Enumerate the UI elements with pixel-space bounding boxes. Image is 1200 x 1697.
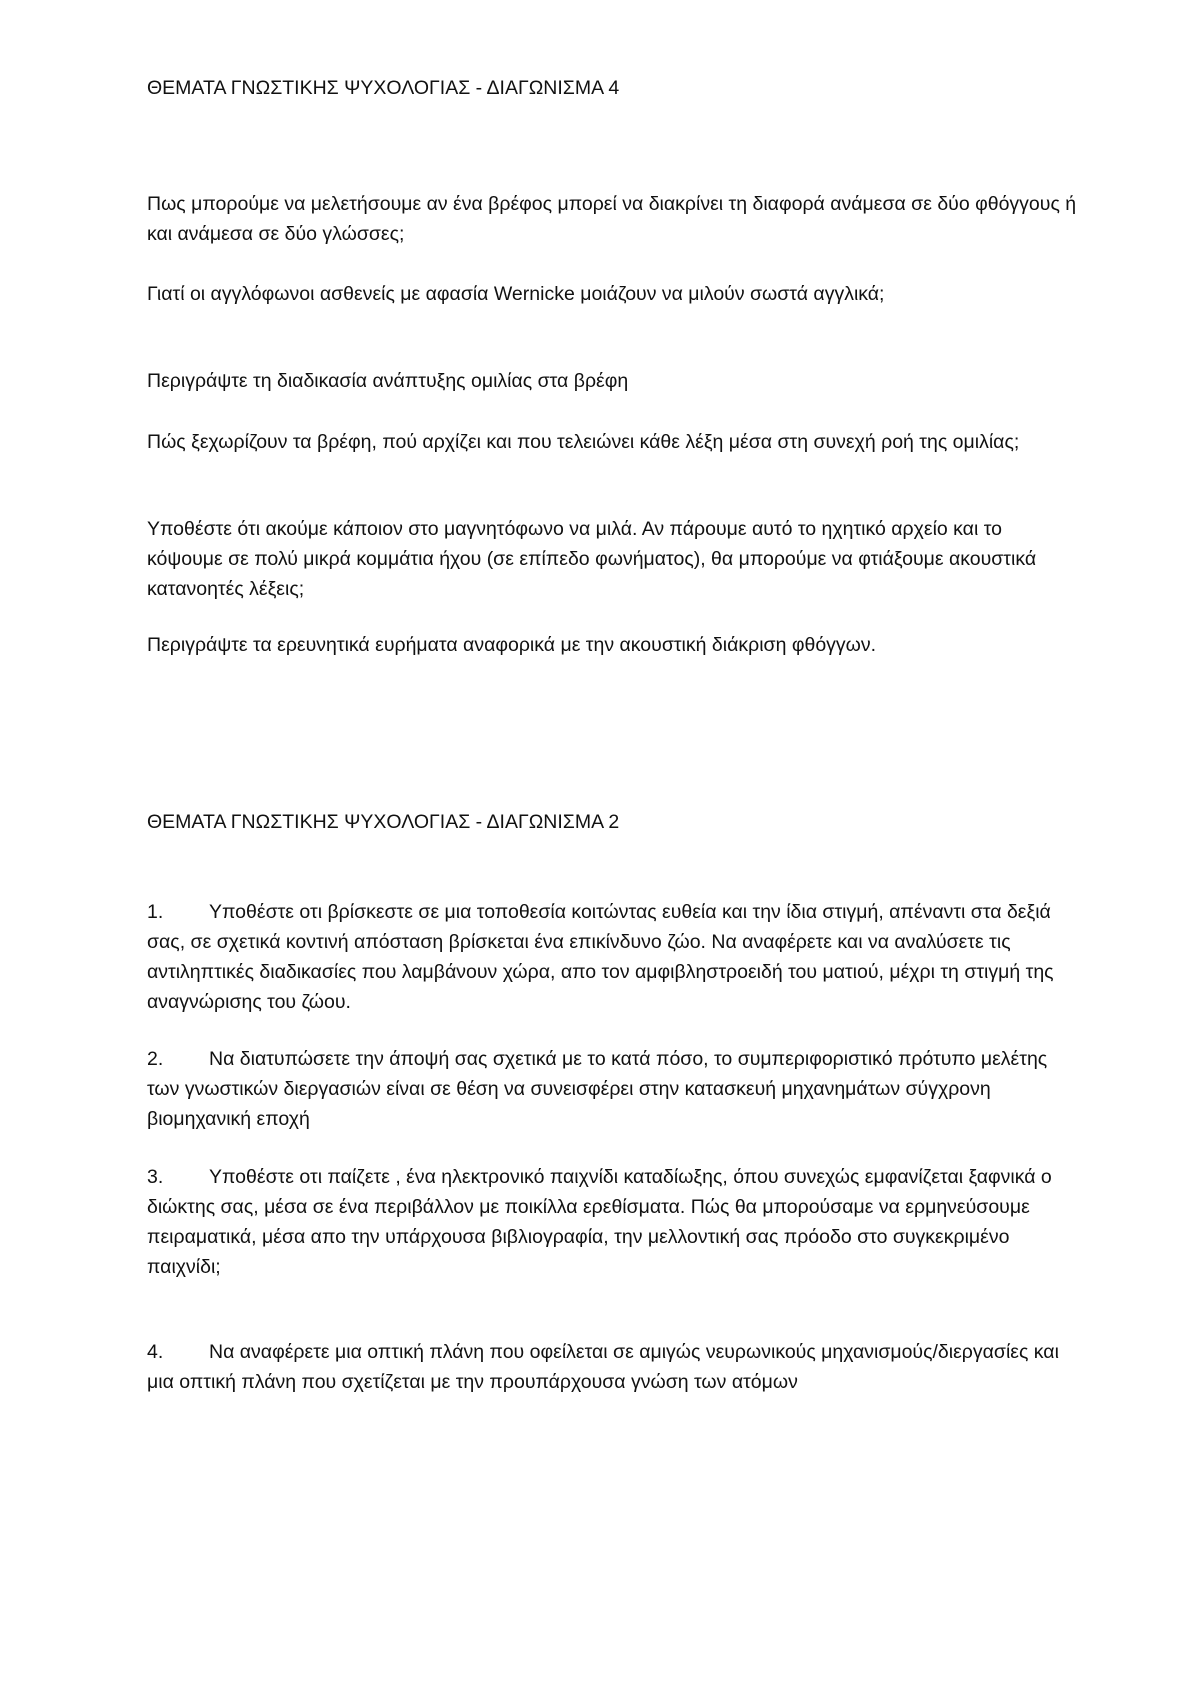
item-text: Υποθέστε οτι βρίσκεστε σε μια τοποθεσία κοιτώντας ευθεία και την ίδια στιγμή, απέναντι στα δεξιά σας, σε σχετικά κοντινή απόσταση βρίσκεται ένα επικίνδυνο ζώο. Να αναφέρετε και να αναλύσετε τις αντιληπτικές διαδικασίες που λαμβάνουν χώρα, απο τον αμφιβληστροειδή του ματιού, μέχρι τη στιγμή της αναγνώρισης του ζώου.	[147, 901, 1054, 1013]
numbered-item-3	[147, 1162, 1077, 1282]
question-6: Περιγράψτε τα ερευνητικά ευρήματα αναφορικά με την ακουστική διάκριση φθόγγων.	[147, 634, 877, 656]
question-4: Πώς ξεχωρίζουν τα βρέφη, πού αρχίζει και που τελειώνει κάθε λέξη μέσα στη συνεχή ροή της ομιλίας;	[147, 431, 1020, 453]
question-1: Πως μπορούμε να μελετήσουμε αν ένα βρέφος μπορεί να διακρίνει τη διαφορά ανάμεσα σε δύο φθόγγους ή και ανάμεσα σε δύο γλώσσες;	[147, 193, 1077, 245]
section-2-title: ΘΕΜΑΤΑ ΓΝΩΣΤΙΚΗΣ ΨΥΧΟΛΟΓΙΑΣ - ΔΙΑΓΩΝΙΣΜΑ 2	[147, 811, 620, 833]
question-5: Υποθέστε ότι ακούμε κάποιον στο μαγνητόφωνο να μιλά. Αν πάρουμε αυτό το ηχητικό αρχείο και το κόψουμε σε πολύ μικρά κομμάτια ήχου (σε επίπεδο φωνήματος), θα μπορούμε να φτιάξουμε ακουστικά κατανοητές λέξεις;	[147, 518, 1037, 600]
item-text: Να διατυπώσετε την άποψή σας σχετικά με το κατά πόσο, το συμπεριφοριστικό πρότυπο μελέτης των γνωστικών διεργασιών είναι σε θέση να συνεισφέρει στην κατασκευή μηχανημάτων σύγχρονη βιομηχανική εποχή	[147, 1048, 1048, 1130]
numbered-item-1	[147, 897, 1077, 1017]
question-3: Περιγράψτε τη διαδικασία ανάπτυξης ομιλίας στα βρέφη	[147, 370, 629, 392]
item-number: 2.	[147, 1048, 164, 1070]
numbered-item-4	[147, 1337, 1077, 1397]
question-2: Γιατί οι αγγλόφωνοι ασθενείς με αφασία Wernicke μοιάζουν να μιλούν σωστά αγγλικά;	[147, 283, 885, 305]
item-text: Υποθέστε οτι παίζετε , ένα ηλεκτρονικό παιχνίδι καταδίωξης, όπου συνεχώς εμφανίζεται ξαφνικά ο διώκτης σας, μέσα σε ένα περιβάλλον με ποικίλλα ερεθίσματα. Πώς θα μπορούσαμε να ερμηνεύσουμε πειραματικά, μέσα απο την υπάρχουσα βιβλιογραφία, την μελλοντική σας πρόοδο στο συγκεκριμένο παιχνίδι;	[147, 1166, 1052, 1278]
item-number: 3.	[147, 1166, 164, 1188]
item-number: 4.	[147, 1341, 164, 1363]
item-text: Να αναφέρετε μια οπτική πλάνη που οφείλεται σε αμιγώς νευρωνικούς μηχανισμούς/διεργασίες και μια οπτική πλάνη που σχετίζεται με την προυπάρχουσα γνώση των ατόμων	[147, 1341, 1059, 1393]
numbered-item-2	[147, 1044, 1077, 1134]
section-1-title: ΘΕΜΑΤΑ ΓΝΩΣΤΙΚΗΣ ΨΥΧΟΛΟΓΙΑΣ - ΔΙΑΓΩΝΙΣΜΑ 4	[147, 77, 620, 99]
item-number: 1.	[147, 901, 164, 923]
